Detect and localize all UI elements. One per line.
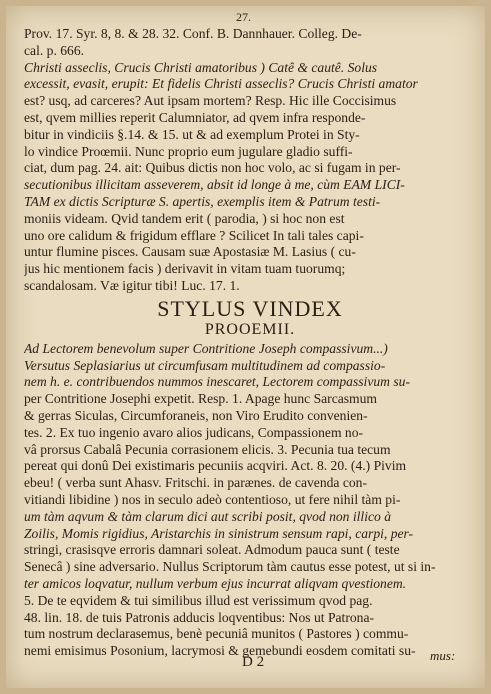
- text-line: jus hic mentionem facis ) derivavit in vitam tuam tuorumq;: [24, 261, 346, 277]
- text-line: stringi, crasisqve erroris damnari soleat. Admodum pauca sunt ( teste: [24, 542, 400, 558]
- text-line: bitur in vindiciis §.14. & 15. ut & ad exemplum Protei in Sty-: [24, 126, 360, 142]
- text-line: Zoilis, Momis rigidius, Aristarchis in sinistrum sensum rapi, carpi, per-: [24, 525, 414, 541]
- text-line: nemi emisimus Posonium, lacrymosi & gemebundi eosdem comitati su-: [24, 643, 416, 659]
- text-line: secutionibus illicitam asseverem, absit id longe à me, cùm EAM LICI-: [24, 177, 405, 193]
- text-line: Prov. 17. Syr. 8, 8. & 28. 32. Conf. B. Dannhauer. Colleg. De-: [24, 26, 362, 41]
- text-line: per Contritione Josephi expetit. Resp. 1. Apage hunc Sarcasmum: [24, 391, 377, 407]
- text-line: scandalosam. Væ igitur tibi! Luc. 17. 1.: [24, 277, 240, 293]
- text-line: Versutus Seplasiarius ut circumfusam multitudinem ad compassio-: [24, 357, 386, 373]
- text-line: tum nostrum declarasemus, benè pecuniâ munitos ( Pastores ) commu-: [24, 626, 409, 642]
- text-line: Ad Lectorem benevolum super Contritione Joseph compassivum...): [24, 340, 388, 356]
- text-line: uno ore calidum & frigidum efflare ? Scilicet In tali tales capi-: [24, 227, 364, 243]
- text-line: excessit, evasit, erupit: Et fidelis Christi asseclis? Crucis Christi amator: [24, 76, 418, 92]
- text-line: & gerras Siculas, Circumforaneis, non Viro Erudito convenien-: [24, 407, 368, 423]
- section-subheading: PROOEMII.: [204, 320, 296, 338]
- book-page: [6, 6, 485, 688]
- signature-mark: D 2: [242, 654, 265, 670]
- text-line: moniis videam. Qvid tandem erit ( parodia, ) si hoc non est: [24, 210, 345, 226]
- text-line: tes. 2. Ex tuo ingenio avaro alios judicans, Compassionem no-: [24, 424, 364, 440]
- text-line: untur flumine pisces. Causam suæ Apostasiæ M. Lasius ( cu-: [24, 244, 356, 260]
- text-line: vitiandi libidine ) nos in seculo adeò contentioso, ut fere nihil tàm pi-: [24, 491, 401, 507]
- body-text: [24, 26, 476, 660]
- text-line: ter amicos loqvatur, nullum verbum ejus incurrat aliqvam qvestionem.: [24, 575, 407, 591]
- text-line: pereat qui donû Dei existimaris pecuniis acqviri. Act. 8. 20. (4.) Pivim: [24, 458, 407, 474]
- text-line: um tàm aqvum & tàm clarum dici aut scribi posit, qvod non illico à: [24, 508, 392, 524]
- text-line: lo vindice Proœmii. Nunc proprio eum jugulare gladio suffi-: [24, 143, 353, 159]
- text-line: 48. lin. 18. de tuis Patronis adducis loqventibus: Nos ut Patrona-: [24, 609, 375, 625]
- catchword: mus:: [430, 648, 456, 663]
- text-line: est, qvem millies reperit Calumniator, ad qvem infra responde-: [24, 109, 366, 125]
- text-line: cal. p. 666.: [24, 42, 85, 58]
- text-line: est? usq, ad carceres? Aut ipsam mortem? Resp. Hic ille Coccisimus: [24, 93, 397, 109]
- text-line: vâ prorsus Cabalâ Pecunia corrasionem elicis. 3. Pecunia tua tecum: [24, 441, 391, 457]
- section-heading: STYLUS VINDEX: [157, 295, 343, 321]
- text-line: Senecâ ) sine adversario. Nullus Scriptorum tàm cautus esse potest, ut si in-: [24, 559, 436, 575]
- text-line: ebeu! ( verba sunt Ahasv. Fritschi. in parænes. de cavenda con-: [24, 475, 368, 491]
- text-line: TAM ex dictis Scripturæ S. apertis, exemplis item & Patrum testi-: [24, 193, 381, 209]
- text-line: 5. De te eqvidem & tui similibus illud est verissimum qvod pag.: [24, 592, 373, 608]
- text-line: ciat, dum pag. 24. ait: Quibus dictis non hoc volo, ac si fugam in per-: [24, 160, 401, 176]
- text-line: nem h. e. contribuendos nummos inescaret, Lectorem compassivum su-: [24, 374, 410, 390]
- page-number: 27.: [236, 10, 251, 24]
- text-line: Christi asseclis, Crucis Christi amatoribus ) Catê & cautê. Solus: [24, 59, 378, 75]
